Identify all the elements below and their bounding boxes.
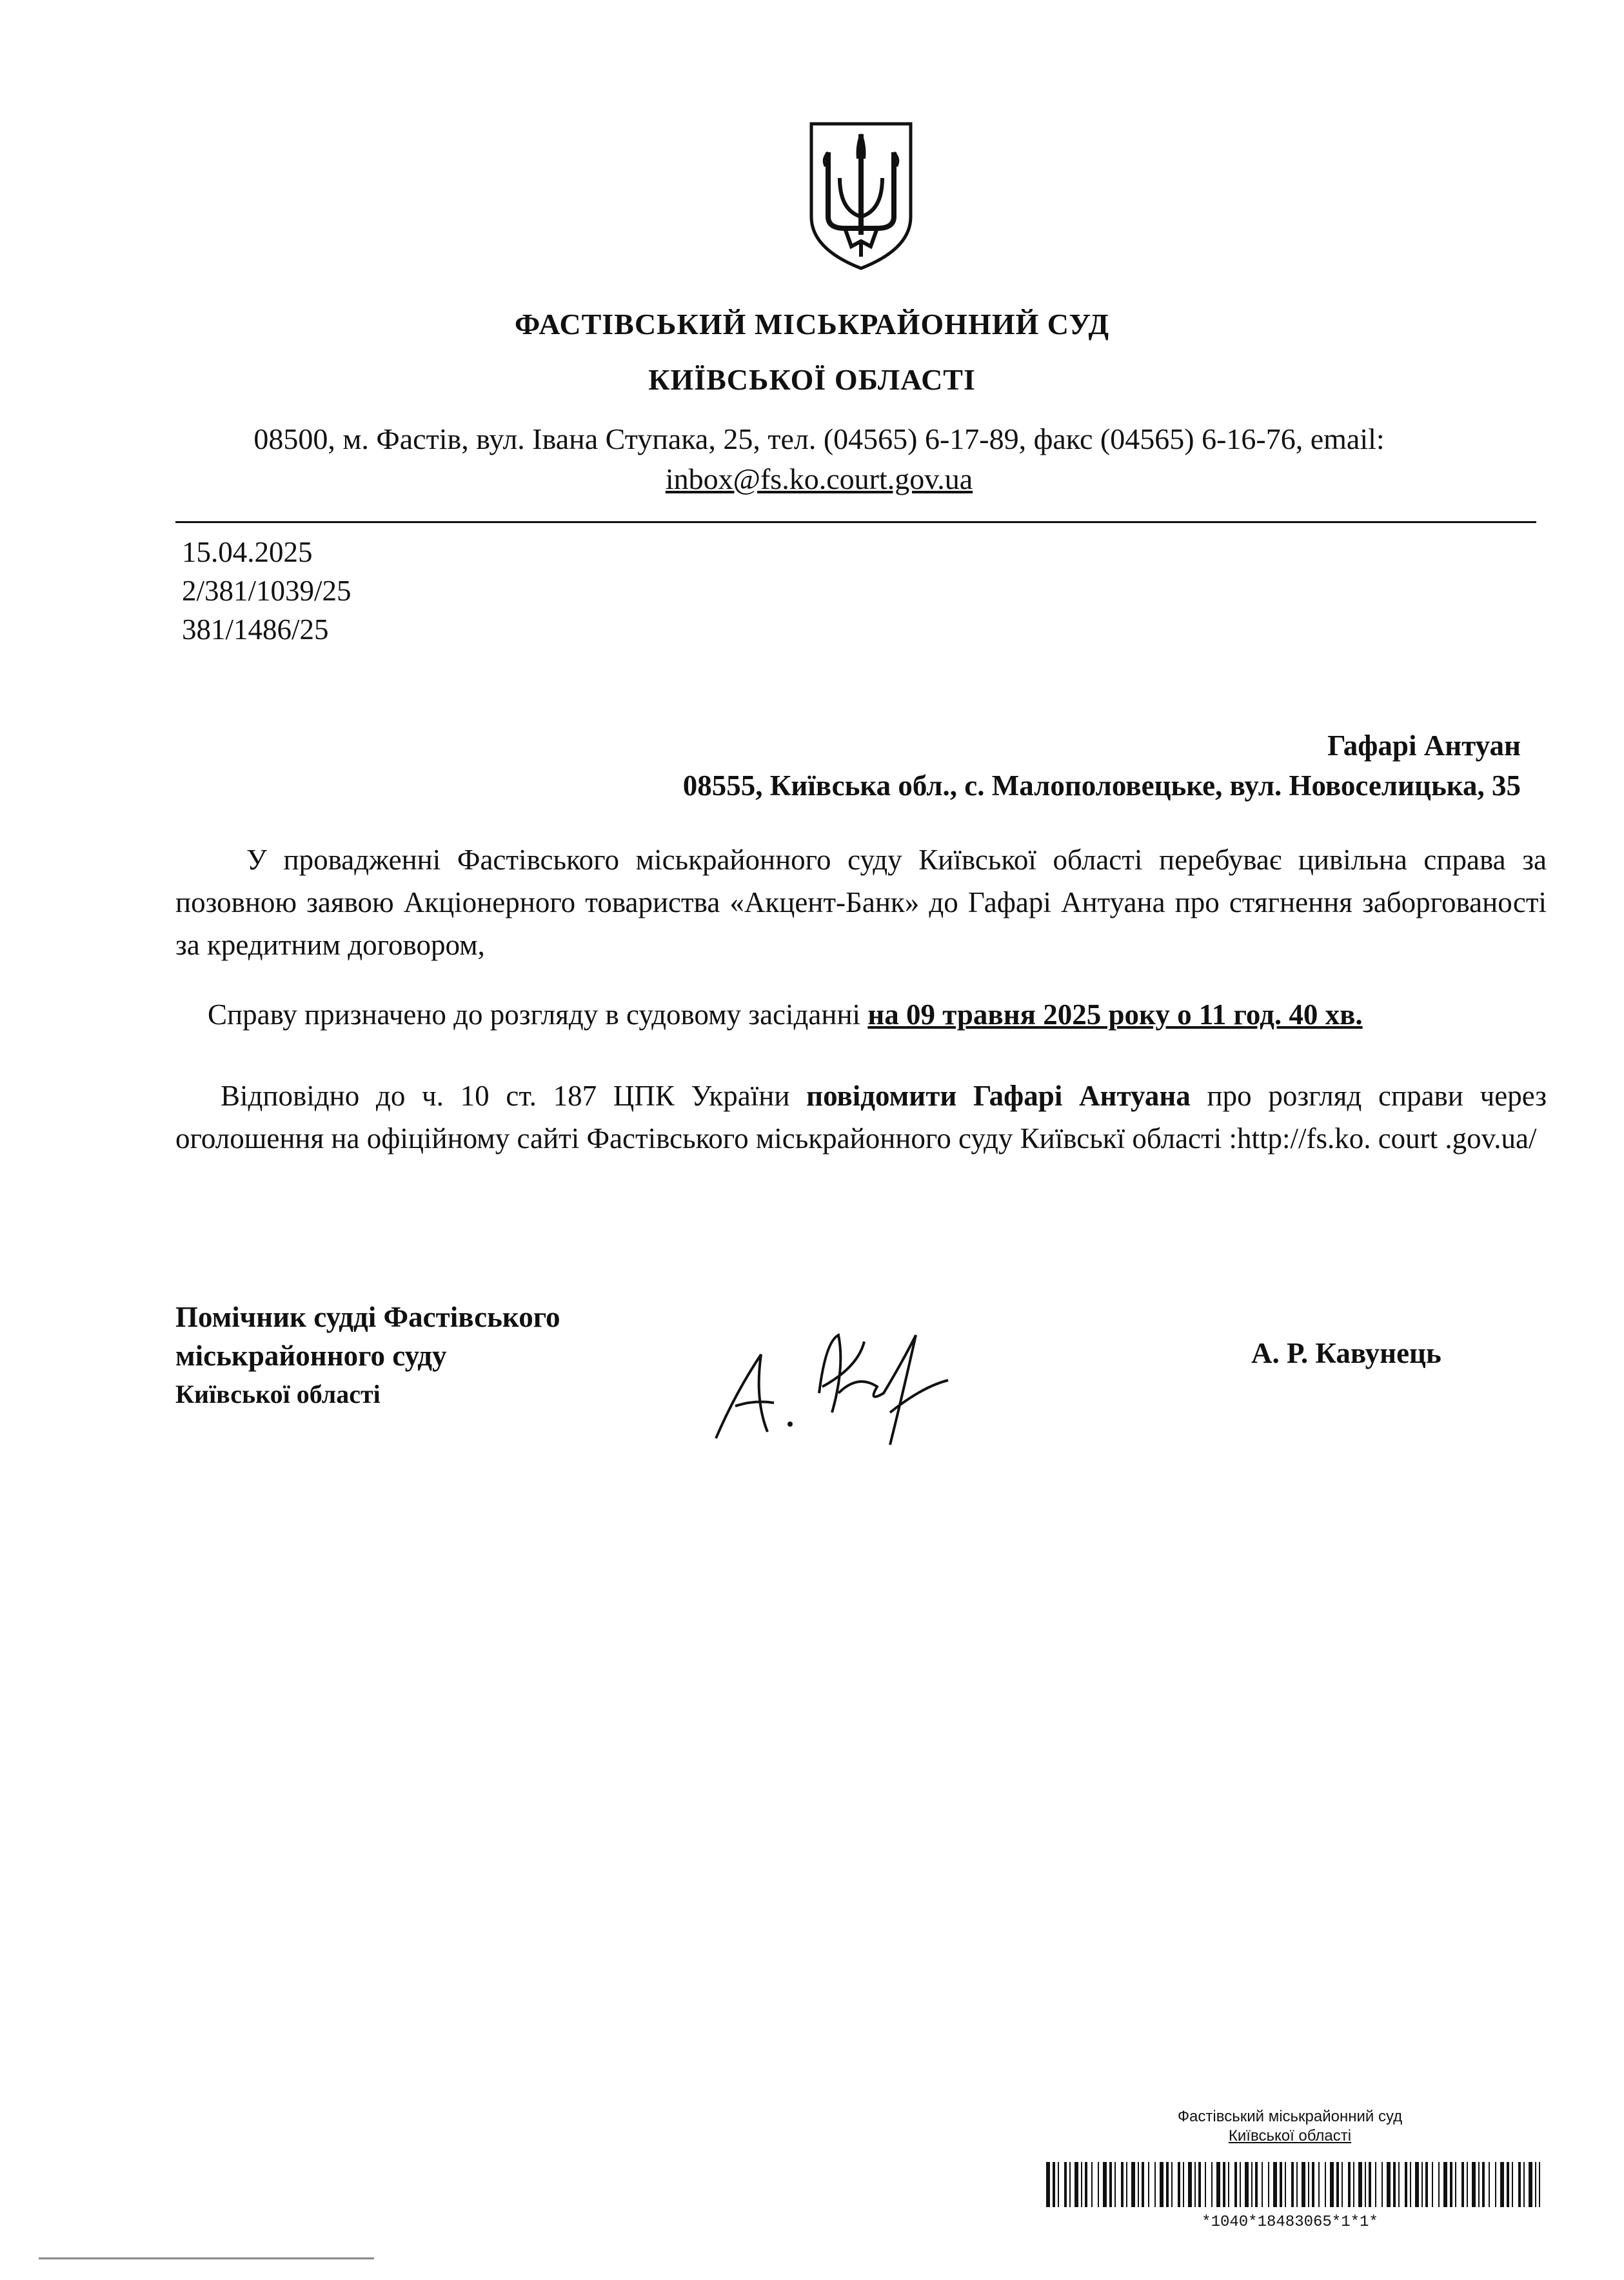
- paragraph-hearing: [175, 993, 1547, 1036]
- signer-position: [175, 1298, 560, 1414]
- court-region: КИЇВСЬКОЇ ОБЛАСТІ: [648, 363, 976, 396]
- paragraph-notification: [175, 1075, 1547, 1160]
- recipient-address: 08555, Київська обл., с. Малополовецьке, вул. Новоселицька, 35: [682, 769, 1521, 802]
- recipient-name: Гафарі Антуан: [1327, 729, 1521, 762]
- barcode-icon: [1046, 2162, 1540, 2207]
- document-meta: [182, 533, 352, 649]
- signer-position-line2: міськрайонного суду: [175, 1340, 447, 1372]
- court-address-line: 08500, м. Фастів, вул. Івана Ступака, 25, тел. (04565) 6-17-89, факс (04565) 6-16-76, email:: [253, 422, 1385, 455]
- document-date: 15.04.2025: [182, 536, 313, 568]
- barcode-number: *1040*18483065*1*1*: [1202, 2214, 1378, 2231]
- case-number: 381/1486/25: [182, 613, 329, 646]
- outgoing-number: 2/381/1039/25: [182, 575, 352, 607]
- handwritten-signature: [709, 1316, 955, 1451]
- hearing-text: Справу призначено до розгляду в судовому засіданні: [208, 998, 868, 1031]
- footer-divider: [39, 2257, 374, 2259]
- stamp-region: Київської області: [1228, 2127, 1352, 2145]
- stamp-court-name: Фастівський міськрайонний суд: [1177, 2108, 1403, 2125]
- court-email-link[interactable]: inbox@fs.ko.court.gov.ua: [665, 462, 973, 495]
- signer-position-line3: Київської області: [175, 1380, 381, 1409]
- paragraph-case-info: У провадженні Фастівського міськрайонного суду Київської області перебуває цивільна справа за позовною заявою Акціонерного товариства «Акцент-Банк» до Гафарі Антуана про стягнення заборгованості за кредитним договором,: [175, 844, 1547, 961]
- notification-suffix: про розгляд справи через оголошення на офіційному сайті Фастівського міськрайонного суду Київськї області :http://fs.ko. court .gov.ua/: [175, 1080, 1547, 1155]
- notification-bold: повідомити Гафарі Антуана: [806, 1080, 1191, 1112]
- notification-text: Відповідно до ч. 10 ст. 187 ЦПК України: [221, 1080, 807, 1112]
- hearing-datetime: на 09 травня 2025 року о 11 год. 40 хв.: [867, 998, 1363, 1031]
- court-name: ФАСТІВСЬКИЙ МІСЬКРАЙОННИЙ СУД: [514, 308, 1110, 341]
- header-divider: [175, 521, 1536, 523]
- signer-position-line1: Помічник судді Фастівського: [175, 1301, 560, 1333]
- court-address: [181, 419, 1458, 499]
- trident-emblem-icon: [806, 120, 916, 272]
- signer-name: А. Р. Кавунець: [1251, 1337, 1441, 1369]
